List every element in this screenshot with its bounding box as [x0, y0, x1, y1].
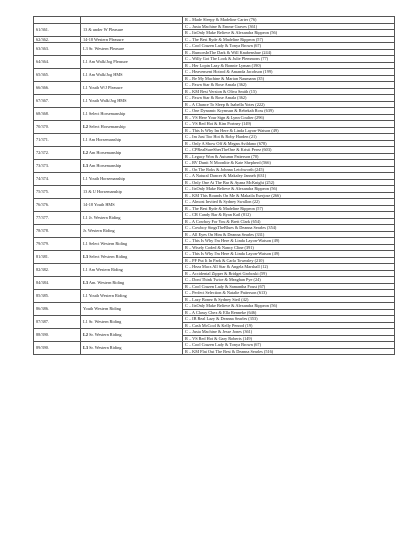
champion-entry: C – Justa Machine & Emme Graves (361)	[183, 23, 395, 30]
class-name: L1 Jr. Western Riding	[81, 212, 183, 225]
champion-entry: C – IB Real Lazy & Deanna Searles (353)	[183, 316, 395, 323]
champion-entry: C – This Is Why I'm Here & Linda Layon-Watson (49)	[183, 251, 395, 258]
class-number: 81/381.	[34, 251, 81, 264]
class-number: 82/382.	[34, 264, 81, 277]
class-name: L1 Am Walk/Jog HMS	[81, 69, 183, 82]
class-name: L3 Sr. Western Pleasure	[81, 43, 183, 56]
champion-entry: C – Almost Invited & Sydney Swallon (22)	[183, 199, 395, 206]
reserve-entry: R – Be My Machine & Marian Naumann (35)	[183, 75, 395, 82]
class-number: 68/368.	[34, 108, 81, 121]
class-name: L1 Youth Horsemanship	[81, 173, 183, 186]
class-number: 85/385.	[34, 290, 81, 303]
champion-entry: C – CPRealSureShesTheOne & Kristi Perez (603)	[183, 147, 395, 154]
champion-entry: C – Pawn Star & Rose Amala (362)	[183, 95, 395, 102]
champion-entry: C – A Natural Dancer & Makaley Janneh (631)	[183, 173, 395, 180]
class-number: 73/373.	[34, 160, 81, 173]
class-name: L2 Select Horsemanship	[81, 121, 183, 134]
class-number: 61/361.	[34, 23, 81, 36]
class-number: 75/375.	[34, 186, 81, 199]
champion-entry: C – The Best Ryde & Madeline Rippeon (57)	[183, 36, 395, 43]
class-name: Jr. Western Riding	[81, 225, 183, 238]
class-number: 64/364.	[34, 56, 81, 69]
reserve-entry: R – KM Flat Out The Best & Deanna Searles (516)	[183, 348, 395, 355]
reserve-entry: R – All Eyes On Him & Deanna Searles (331)	[183, 231, 395, 238]
reserve-entry: R – A Chance To Sleep & Isabella Yotes (222)	[183, 101, 395, 108]
class-number: 66/366.	[34, 82, 81, 95]
reserve-entry: R – This Is Why Im Here & Linda Layon-Watson (49)	[183, 127, 395, 134]
class-name: Youth Western Riding	[81, 303, 183, 316]
class-number: 79/379.	[34, 238, 81, 251]
class-number: 77/377.	[34, 212, 81, 225]
class-name: L1 Youth Walk/Jog HMS	[81, 95, 183, 108]
class-name: 13 & under W Pleasure	[81, 23, 183, 36]
class-number: 89/390.	[34, 342, 81, 355]
class-number: 87/387.	[34, 316, 81, 329]
reserve-entry: R – A Classy Chex & Ella Renneke (646)	[183, 309, 395, 316]
class-number: 63/363.	[34, 43, 81, 56]
reserve-entry: R – Legacy Won & Autumn Patterson (70)	[183, 153, 395, 160]
class-name: 13 & U Horsemanship	[81, 186, 183, 199]
reserve-entry: R – Cool Cruzen Lady & Samantha Foust (67)	[183, 283, 395, 290]
class-name: L1 Select Horsemanship	[81, 108, 183, 121]
reserve-entry: R – Cash McCool & Kelly Penrod (19)	[183, 322, 395, 329]
class-results-table	[33, 16, 395, 355]
reserve-entry: R – On The Roks & Johnna Letchworth (245)	[183, 166, 395, 173]
top-note: R – Made Sleepy & Madeline Carter (76)	[183, 17, 395, 24]
champion-entry: C – Heza Macs All Star & Angela Marshall (12)	[183, 264, 395, 271]
class-number: 74/374.	[34, 173, 81, 186]
champion-entry: C – RV Dunit N Moonlite & Kate Shepherd (566)	[183, 160, 395, 167]
class-number: 65/365.	[34, 69, 81, 82]
reserve-entry: R – ItsOnly Make Believe & Alexandra Rippeon (56)	[183, 30, 395, 37]
champion-entry: C – CR Candy Bar & Ryan Kail (812)	[183, 212, 395, 219]
class-name: L1 Am Horsemanship	[81, 134, 183, 147]
class-level: L2	[83, 124, 89, 130]
class-name: L1 Youth W/J Pleasure	[81, 82, 183, 95]
champion-entry: C – Cowboy SingsTheBlues & Deanna Searles (354)	[183, 225, 395, 232]
class-number: 70/370.	[34, 121, 81, 134]
champion-entry: C – Pawn Star & Rose Amala (362)	[183, 82, 395, 89]
class-name: L1 Am Western Riding	[81, 264, 183, 277]
champion-entry: C – Cool Cruzen Lady & Tonya Brown (67)	[183, 342, 395, 349]
champion-entry: C – Im Just Too Hot & Roby Harden (21)	[183, 134, 395, 141]
results-body	[34, 17, 395, 355]
reserve-entry: R – VS Red Hot & Gary Roberts (149)	[183, 335, 395, 342]
class-name: L1 Youth Western Riding	[81, 290, 183, 303]
class-number: 72/372.	[34, 147, 81, 160]
class-level: L2	[83, 332, 89, 338]
class-level: L3	[83, 345, 89, 351]
champion-entry: C – ItsOnly Make Believe & Alexandra Rippeon (56)	[183, 303, 395, 310]
champion-entry: C – Dont Think Twice & Meaghan Pye (24)	[183, 277, 395, 284]
class-number: 76/376.	[34, 199, 81, 212]
reserve-entry: R – A Cowboy For You & Brett Clark (654)	[183, 218, 395, 225]
class-name: L2 Am Horsemanship	[81, 147, 183, 160]
reserve-entry: R – Wisely Coded & Nancy Cline (391)	[183, 244, 395, 251]
class-number: 78/378.	[34, 225, 81, 238]
champion-entry: C – Willy Got The Look & Julie Plemmons (77)	[183, 56, 395, 63]
champion-entry: C – This Is Why I'm Here & Linda Layon-Watson (49)	[183, 238, 395, 245]
class-name: L3 Select Western Riding	[81, 251, 183, 264]
champion-entry: C – Heavensent Hotrod & Amanda Jacobson (199)	[183, 69, 395, 76]
reserve-entry: R – The Best Ryde & Madeline Rippeon (57)	[183, 205, 395, 212]
reserve-entry: R – KM Best Version & Oliva Smith (15)	[183, 88, 395, 95]
reserve-entry: R – Lazy Bonez & Sydney Steil (42)	[183, 296, 395, 303]
reserve-entry: R – VS Here Your Sign & Lynn Coulter (296)	[183, 114, 395, 121]
class-number: 84/384.	[34, 277, 81, 290]
champion-entry: C – Justa Machine & Jesse Jones (361)	[183, 329, 395, 336]
class-level: L3	[83, 254, 89, 260]
reserve-entry: R – Only A Show Off & Megan Avildano (678)	[183, 140, 395, 147]
reserve-entry: R – PF Put It In Park & Carla Townsley (210)	[183, 257, 395, 264]
reserve-entry: R – Only One At The Bar & Ayana McKnight (252)	[183, 179, 395, 186]
class-name: 14-18 Youth HMS	[81, 199, 183, 212]
class-number: 86/386.	[34, 303, 81, 316]
reserve-entry: R – Accidental Zipper & Bridget Groboski (59)	[183, 270, 395, 277]
class-level: L3	[83, 280, 89, 286]
class-name: 14-18 Western Pleasure	[81, 36, 183, 43]
reserve-entry: R – RumorsInThe Dark & Will Knabenshue (244)	[183, 49, 395, 56]
class-number: 88/390.	[34, 329, 81, 342]
class-name: L2 Sr. Western Riding	[81, 329, 183, 342]
class-name: L1 Sr. Western Riding	[81, 316, 183, 329]
reserve-entry: R – Her Lopin Lazy & Bonnie Lyman (190)	[183, 62, 395, 69]
class-number: 62/362.	[34, 36, 81, 43]
class-name: L3 Am. Western Riding	[81, 277, 183, 290]
champion-entry: C – VS Red Hot & Kim Portney (149)	[183, 121, 395, 128]
class-name: L1 Select Western Riding	[81, 238, 183, 251]
class-level: L2	[83, 150, 89, 156]
class-number: 67/367.	[34, 95, 81, 108]
class-name: L3 Am Horsemanship	[81, 160, 183, 173]
reserve-entry: R – KM This Rounds On Me & Makaila Eserjose (266)	[183, 192, 395, 199]
class-name: L3 Sr. Western Riding	[81, 342, 183, 355]
class-number: 71/371.	[34, 134, 81, 147]
champion-entry: C – One Dynamic Krymsun & Rebekah Ross (639)	[183, 108, 395, 115]
champion-entry: C – ItsOnly Make Believe & Alexandra Rippeon (56)	[183, 186, 395, 193]
class-name: L1 Am Walk/Jog Pleasure	[81, 56, 183, 69]
champion-entry: C – Cool Cruzen Lady & Tonya Brown (67)	[183, 43, 395, 50]
class-level: L3	[83, 163, 89, 169]
champion-entry: C – Perfect Selection & Natalie Patterson (613)	[183, 290, 395, 297]
